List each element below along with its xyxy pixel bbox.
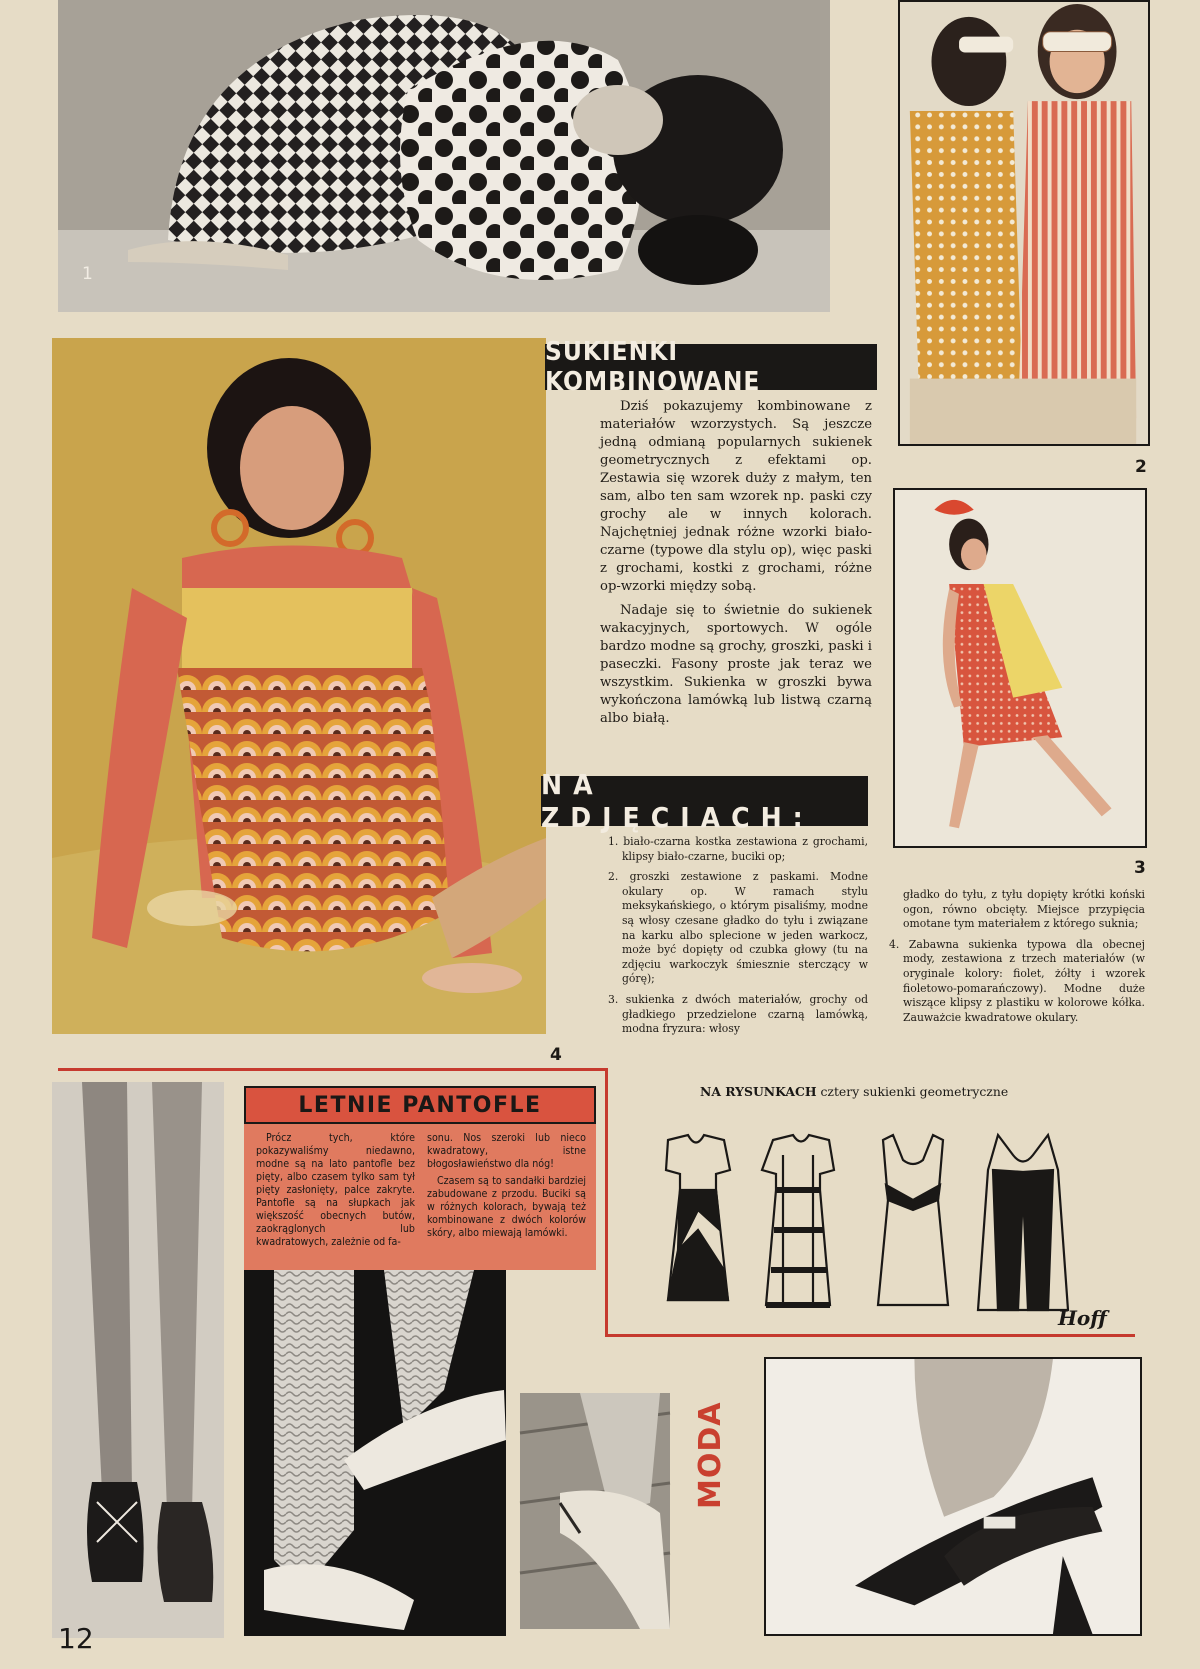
dress-sketches	[638, 1130, 1107, 1330]
photo-shoe-open-heel	[520, 1393, 670, 1629]
sketches-caption: NA RYSUNKACH cztery sukienki geometryczne	[700, 1084, 1009, 1099]
dress-sketch-4	[978, 1135, 1068, 1310]
pantofle-paragraph: Czasem są to sandałki bardziej zabudowane z przodu. Buciki są w różnych kolorach, bywają też kombinowane z dwóch kolorów skóry, albo miewają lamówki.	[427, 1175, 586, 1239]
caption-item: 3. sukienka z dwóch materiałów, grochy od gładkiego przedzielone czarną lamówką, modna fryzura: włosy	[608, 992, 868, 1036]
photo-shoes-textured-stockings	[244, 1270, 506, 1636]
pantofle-paragraph: sonu. Nos szeroki lub nieco kwadratowy, istne błogosławieństwo dla nóg!	[427, 1132, 586, 1170]
photo-3-label: 3	[1134, 858, 1146, 878]
dress-sketch-2	[762, 1135, 834, 1305]
photo-shoes-strapped-legs	[52, 1082, 224, 1638]
captions-title: NA ZDJĘCIACH:	[541, 776, 868, 826]
photo-2-two-models	[898, 0, 1150, 446]
photo-shoe-crossed-straps	[764, 1357, 1142, 1636]
caption-item: 4. Zabawna sukienka typowa dla obecnej mody, zestawiona z trzech materiałów (w oryginale kolory: fiolet, żółty i wzorek fioletowo-pomarańczowy). Modne duże wiszące klipsy z plastiku w kolorowe kółka. Zauważcie kwadratowe okulary.	[889, 937, 1145, 1024]
caption-item: 1. biało-czarna kostka zestawiona z grochami, klipsy biało-czarne, buciki op;	[608, 835, 868, 863]
red-rule-vertical	[605, 1068, 608, 1336]
caption-item: 2. groszki zestawione z paskami. Modne okulary op. W ramach stylu meksykańskiego, o którym pisaliśmy, modne są włosy czesane gładko do tyłu i związane na karku albo splecione w jeden warkocz, może być dopięty od czubka głowy (tu na zdjęciu warkoczyk śmiesznie sterczący w górę);	[608, 870, 868, 986]
captions-left-column	[608, 835, 868, 1043]
pantofle-column-2	[427, 1132, 586, 1262]
pantofle-paragraph: Prócz tych, które pokazywaliśmy niedawno, modne są na lato pantofle bez pięty, albo czasem tylko sam tył pięty zasłonięty, palce zakryte. Pantofle są na słupkach jak większość obecnych butów, zaokrąglonych lub kwadratowych, zależnie od fa-	[256, 1132, 415, 1248]
pantofle-title: LETNIE PANTOFLE	[244, 1086, 596, 1124]
section-label-moda: MODA	[693, 1401, 728, 1509]
photo-2-label: 2	[1135, 457, 1147, 477]
red-rule-bottom	[605, 1334, 1135, 1337]
article-paragraph: Nadaje się to świetnie do sukienek wakacyjnych, sportowych. W ogóle bardzo modne są grochy, groszki, paski i paseczki. Fasony proste jak teraz we wszystkim. Sukienka w groszki bywa wykończona lamówką lub listwą czarną albo białą.	[600, 603, 872, 726]
pantofle-column-1	[256, 1132, 415, 1262]
article-title: SUKIENKI KOMBINOWANE	[545, 344, 877, 390]
photo-4-label: 4	[550, 1045, 562, 1065]
page-number: 12	[58, 1622, 94, 1655]
article-body	[600, 398, 872, 734]
photo-3-walking-model	[893, 488, 1147, 848]
red-rule-top	[58, 1068, 608, 1071]
captions-right-column	[889, 888, 1145, 1031]
photo-1-label: 1	[82, 264, 93, 284]
dress-sketch-1	[666, 1135, 730, 1300]
caption-item: gładko do tyłu, z tyłu dopięty krótki koński ogon, równo obcięty. Miejsce przypięcia omotane tym materiałem z którego suknia;	[903, 888, 1145, 931]
photo-4-red-yellow-dress	[52, 338, 546, 1034]
dress-sketch-3	[878, 1135, 948, 1305]
sketch-signature: Hoff	[1058, 1306, 1107, 1330]
photo-1-checkered-outfit	[58, 0, 830, 312]
article-paragraph: Dziś pokazujemy kombinowane z materiałów wzorzystych. Są jeszcze jedną odmianą popularnych sukienek geometrycznych z efektami op. Zestawia się wzorek duży z małym, ten sam, albo ten sam wzorek np. paski czy grochy ale w innych kolorach. Najchętniej jednak różne wzorki biało-czarne (typowe dla stylu op), więc paski z grochami, kostki z grochami, różne op-wzorki między sobą.	[600, 399, 872, 594]
pantofle-body	[244, 1124, 596, 1270]
